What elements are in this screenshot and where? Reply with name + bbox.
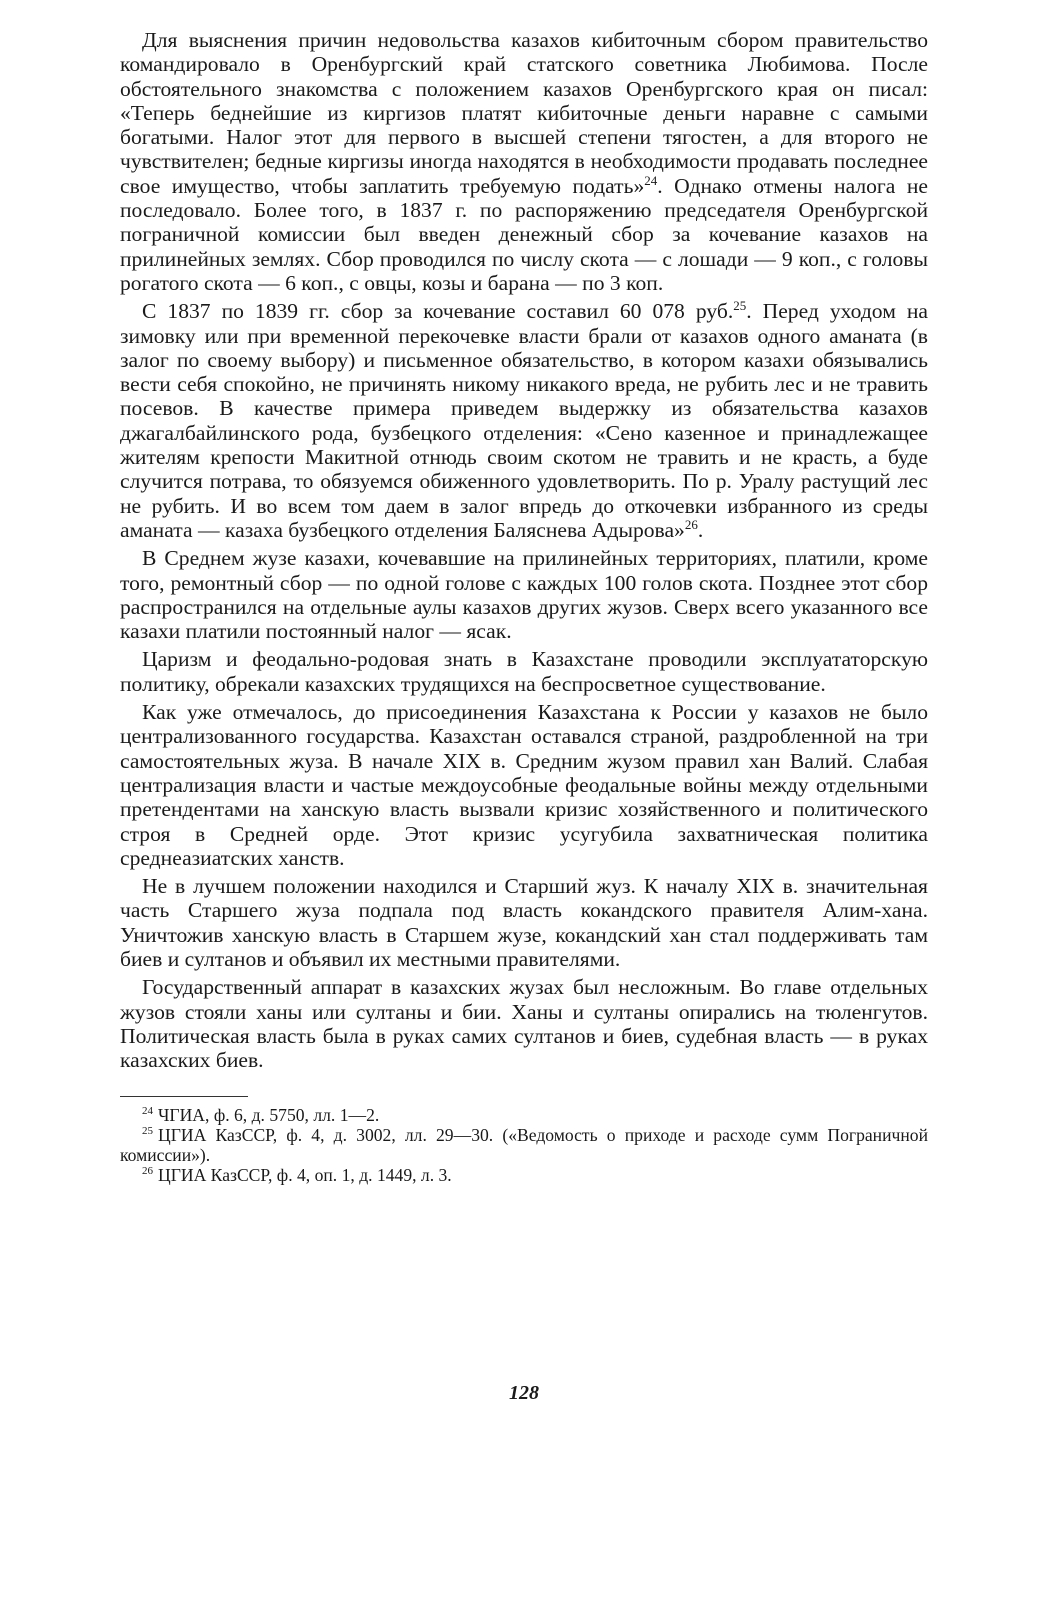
paragraph-1: Для выяснения причин недовольства казахов кибиточным сбором правительство командировало в Оренбургский край статского советника Любимова. После обстоятельного знакомства с положением казахов Оренбургского края он писал: «Теперь беднейшие из киргизов платят кибиточные деньги наравне с самыми богатыми. Налог этот для первого в высшей степени тягостен, а для второго не чувствителен; бедные киргизы иногда находятся в необходимости продавать последнее свое имущество, чтобы заплатить требуемую подать»$^{24}$. Однако отмены налога не последовало. Более того, в 1837 г. по распоряжению председателя Оренбургской пограничной комиссии был введен денежный сбор за кочевание казахов на прилинейных землях. Сбор проводился по числу скота — с лошади — 9 коп., с головы рогатого скота — 6 коп., с овцы, козы и барана — по 3 коп. [120,28,928,295]
page-number: 128 [509,1382,539,1404]
paragraph-4: Царизм и феодально-родовая знать в Казахстане проводили эксплуататорскую политику, обрекали казахских трудящихся на беспросветное существование. [120,647,928,696]
page [120,28,928,1404]
footnote-ref-24: 24 [644,172,658,188]
footnote-ref-25: 25 [733,298,747,314]
footnote-26: $^{26}$ ЦГИА КазССР, ф. 4, оп. 1, д. 1449, л. 3. [142,1165,452,1186]
paragraph-5: Как уже отмечалось, до присоединения Казахстана к России у казахов не было централизованного государства. Казахстан оставался страной, раздробленной на три самостоятельных жуза. В начале XIX в. Средним жузом правил хан Валий. Слабая централизация власти и частые междоусобные феодальные войны между отдельными претендентами на ханскую власть вызвали кризис хозяйственного и политического строя в Средней орде. Этот кризис усугубила захватническая политика среднеазиатских ханств. [120,700,928,870]
paragraph-2: С 1837 по 1839 гг. сбор за кочевание составил 60 078 руб.$^{25}$. Перед уходом на зимовку или при временной перекочевке власти брали от казахов одного аманата (в залог по своему выбору) и письменное обязательство, в котором казахи обязывались вести себя спокойно, не причинять никому никакого вреда, не рубить лес и не травить посевов. В качестве примера приведем выдержку из обязательства казахов джагалбайлинского рода, бузбецкого отделения: «Сено казенное и принадлежащее жителям крепости Макитной отнюдь своим скотом не травить и не красть, а буде случится потрава, то обязуемся обиженного удовлетворить. По р. Уралу растущий лес не рубить. И во всем том даем в залог впредь до откочевки избранного из среды аманата — казаха бузбецкого отделения Баляснева Адырова»$^{26}$. [120,298,928,542]
footnote-24: $^{24}$ ЧГИА, ф. 6, д. 5750, лл. 1—2. [142,1105,380,1126]
paragraph-6: Не в лучшем положении находился и Старший жуз. К началу XIX в. значительная часть Старшего жуза подпала под власть кокандского правителя Алим-хана. Уничтожив ханскую власть в Старшем жузе, кокандский хан стал поддерживать там биев и султанов и объявил их местными правителями. [120,874,928,971]
footnotes [120,1105,928,1185]
footnote-25: $^{25}$ ЦГИА КазССР, ф. 4, д. 3002, лл. 29—30. («Ведомость о приходе и расходе сумм Пограничной комиссии»). [120,1125,928,1166]
main-text [120,28,928,1072]
footnote-ref-26: 26 [684,516,698,532]
paragraph-3: В Среднем жузе казахи, кочевавшие на прилинейных территориях, платили, кроме того, ремонтный сбор — по одной голове с каждых 100 голов скота. Позднее этот сбор распространился на отдельные аулы казахов других жузов. Сверх всего указанного все казахи платили постоянный налог — ясак. [120,546,928,644]
paragraph-7: Государственный аппарат в казахских жузах был несложным. Во главе отдельных жузов стояли ханы или султаны и бии. Ханы и султаны опирались на тюленгутов. Политическая власть была в руках самих султанов и биев, судебная власть — в руках казахских биев. [120,975,928,1073]
footnote-divider [120,1096,248,1097]
